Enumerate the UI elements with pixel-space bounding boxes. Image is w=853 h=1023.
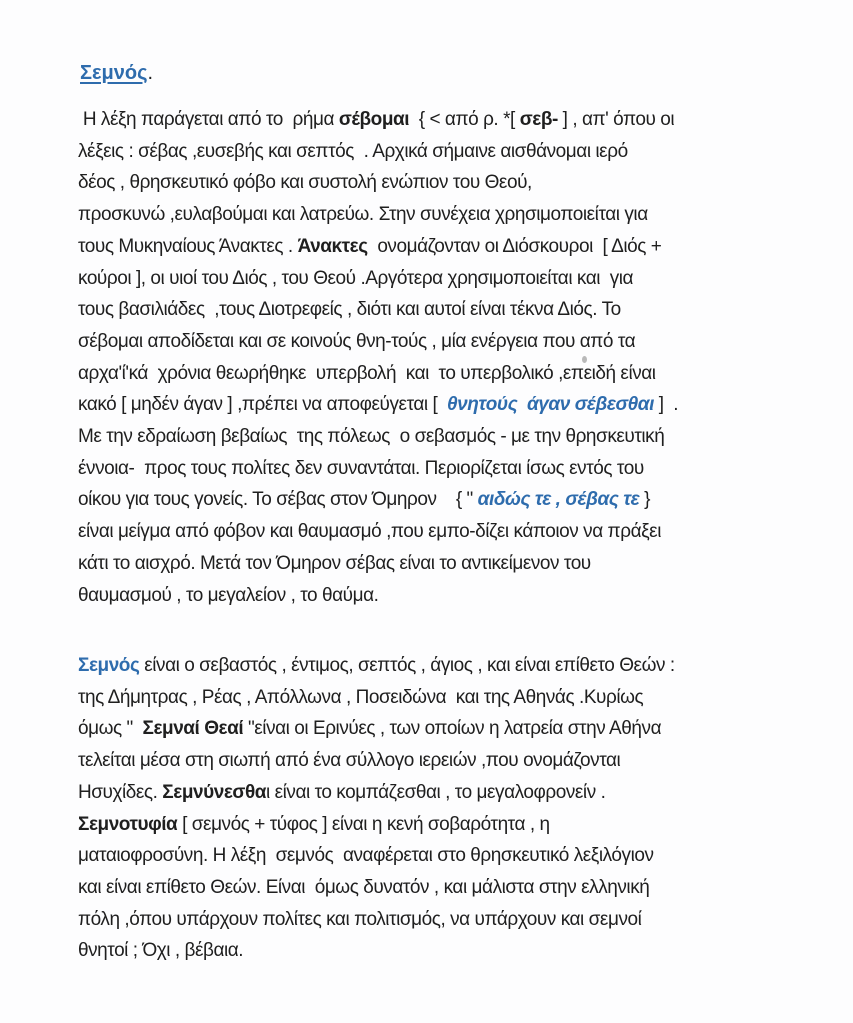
- text-line: [78, 745, 818, 777]
- text-line: [78, 516, 818, 548]
- text-run: Ησυχίδες.: [78, 781, 163, 803]
- text-run: της Δήμητρας , Ρέας , Απόλλωνα , Ποσειδώνα και της Αθηνάς .Κυρίως: [78, 686, 644, 708]
- text-run: θνητοί ; Όχι , βέβαια.: [78, 940, 244, 962]
- text-line: [78, 935, 818, 967]
- text-run: ονομάζονταν οι Διόσκουροι [ Διός +: [367, 235, 662, 257]
- text-run: είναι ο σεβαστός , έντιμος, σεπτός , άγιος , και είναι επίθετο Θεών :: [139, 655, 675, 676]
- text-line: [78, 650, 818, 682]
- text-line: [78, 104, 818, 136]
- text-line: [78, 872, 818, 904]
- text-run: [ σεμνός + τύφος ] είναι η κενή σοβαρότητα , η: [177, 813, 550, 835]
- text-run: τους Μυκηναίους Άνακτες .: [78, 235, 298, 257]
- title-text: Σεμνός: [80, 62, 148, 84]
- title-period: .: [147, 62, 154, 84]
- text-run: προσκυνώ ,ευλαβούμαι και λατρεύω. Στην συνέχεια χρησιμοποιείται για: [78, 204, 648, 226]
- text-line: [78, 840, 818, 872]
- text-run: Η λέξη παράγεται από το ρήμα: [78, 109, 339, 130]
- text-run: σέβομαι αποδίδεται και σε κοινούς θνη-τούς , μία ενέργεια που από τα: [78, 330, 636, 352]
- text-run: ι είναι το κομπάζεσθαι , το μεγαλοφρονείν .: [266, 781, 606, 803]
- text-run: κακό [ μηδέν άγαν ] ,πρέπει να αποφεύγεται [: [78, 394, 447, 416]
- text-line: [78, 548, 818, 580]
- text-run: { < από ρ. *[: [409, 109, 520, 130]
- quoted-phrase: αιδώς τε , σέβας τε: [477, 489, 640, 511]
- text-line: [78, 809, 818, 841]
- text-line: [78, 294, 818, 326]
- bold-term: σεβ-: [519, 109, 558, 130]
- document-title: [80, 62, 153, 85]
- paragraph-etymology: [78, 104, 818, 611]
- text-line: [78, 777, 818, 809]
- text-run: όμως ": [78, 718, 143, 740]
- text-run: πόλη ,όπου υπάρχουν πολίτες και πολιτισμός, να υπάρχουν και σεμνοί: [78, 908, 642, 930]
- text-line: [78, 580, 818, 612]
- text-run: ] .: [653, 394, 679, 416]
- text-line: [78, 263, 818, 295]
- bold-term: Σεμναί Θεαί: [142, 718, 244, 740]
- text-line: [78, 904, 818, 936]
- bold-term: Άνακτες: [297, 235, 368, 257]
- text-run: λέξεις : σέβας ,ευσεβής και σεπτός . Αρχικά σήμαινε αισθάνομαι ιερό: [78, 140, 628, 162]
- text-run: αρχα'ί'κά χρόνια θεωρήθηκε υπερβολή και το υπερβολικό ,επειδή είναι: [78, 362, 656, 384]
- text-line: [78, 484, 818, 516]
- scan-speck: [582, 356, 587, 363]
- highlighted-term: Σεμνός: [78, 655, 140, 676]
- bold-term: Σεμνοτυφία: [78, 813, 178, 835]
- text-run: θαυμασμού , το μεγαλείον , το θαύμα.: [78, 584, 379, 606]
- text-run: οίκου για τους γονείς. Το σέβας στον Όμηρον { ": [78, 489, 478, 511]
- quoted-phrase: θνητούς άγαν σέβεσθαι: [446, 394, 654, 416]
- text-run: κούροι ], οι υιοί του Διός , του Θεού .Αργότερα χρησιμοποιείται και για: [78, 267, 634, 289]
- text-line: [78, 326, 818, 358]
- text-line: [78, 389, 818, 421]
- text-run: έννοια- προς τους πολίτες δεν συναντάται. Περιορίζεται ίσως εντός του: [78, 457, 644, 479]
- paragraph-semnos-meaning: [78, 650, 818, 967]
- text-run: Με την εδραίωση βεβαίως της πόλεως ο σεβασμός - με την θρησκευτική: [78, 426, 665, 448]
- text-run: τελείται μέσα στη σιωπή από ένα σύλλογο ιερειών ,που ονομάζονται: [78, 750, 621, 772]
- text-line: [78, 136, 818, 168]
- text-run: }: [639, 489, 650, 511]
- text-line: [78, 199, 818, 231]
- text-run: ] , απ' όπου οι: [557, 109, 675, 130]
- text-run: "είναι οι Ερινύες , των οποίων η λατρεία στην Αθήνα: [243, 718, 662, 740]
- text-line: [78, 713, 818, 745]
- text-run: και είναι επίθετο Θεών. Είναι όμως δυνατόν , και μάλιστα στην ελληνική: [78, 876, 650, 898]
- text-run: δέος , θρησκευτικό φόβο και συστολή ενώπιον του Θεού,: [78, 172, 532, 194]
- text-run: τους βασιλιάδες ,τους Διοτρεφείς , διότι και αυτοί είναι τέκνα Διός. Το: [78, 299, 621, 321]
- text-line: [78, 231, 818, 263]
- text-line: [78, 682, 818, 714]
- text-line: [78, 453, 818, 485]
- text-line: [78, 167, 818, 199]
- bold-term: Σεμνύνεσθα: [162, 781, 266, 803]
- text-run: κάτι το αισχρό. Μετά τον Όμηρον σέβας είναι το αντικείμενον του: [78, 552, 591, 574]
- text-line: [78, 421, 818, 453]
- text-line: [78, 358, 818, 390]
- text-run: είναι μείγμα από φόβον και θαυμασμό ,που εμπο-δίζει κάποιον να πράξει: [78, 521, 661, 543]
- text-run: ματαιοφροσύνη. Η λέξη σεμνός αναφέρεται στο θρησκευτικό λεξιλόγιον: [78, 845, 654, 867]
- bold-term: σέβομαι: [338, 109, 410, 130]
